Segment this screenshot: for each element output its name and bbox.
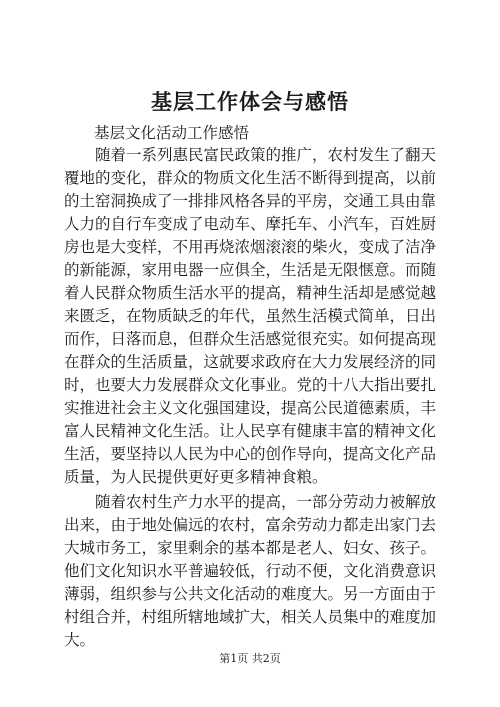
- document-body: [64, 144, 436, 652]
- document-subtitle: 基层文化活动工作感悟: [94, 124, 250, 142]
- paragraph-1: 随着一系列惠民富民政策的推广，农村发生了翻天覆地的变化，群众的物质文化生活不断得到提高，以前的土窑洞换成了一排排风格各异的平房，交通工具由靠人力的自行车变成了电动车、摩托车、小汽车，百姓厨房也是大变样，不用再烧浓烟滚滚的柴火，变成了洁净的新能源，家用电器一应俱全，生活是无限惬意。而随着人民群众物质生活水平的提高，精神生活却是感觉越来匮乏，在物质缺乏的年代，虽然生活模式简单，日出而作，日落而息，但群众生活感觉很充实。如何提高现在群众的生活质量，这就要求政府在大力发展经济的同时，也要大力发展群众文化事业。党的十八大指出要扎实推进社会主义文化强国建设，提高公民道德素质，丰富人民精神文化生活。让人民享有健康丰富的精神文化生活，要坚持以人民为中心的创作导向，提高文化产品质量，为人民提供更好更多精神食粮。: [64, 146, 437, 486]
- page-footer: 第1页 共2页: [219, 652, 281, 665]
- document-title: 基层工作体会与感悟: [151, 89, 349, 114]
- paragraph-2: 随着农村生产力水平的提高，一部分劳动力被解放出来，由于地处偏远的农村，富余劳动力都走出家门去大城市务工，家里剩余的基本都是老人、妇女、孩子。他们文化知识水平普遍较低，行动不便，文化消费意识薄弱，组织参与公共文化活动的难度大。另一方面由于村组合并，村组所辖地域扩大，相关人员集中的难度加大。: [64, 493, 437, 649]
